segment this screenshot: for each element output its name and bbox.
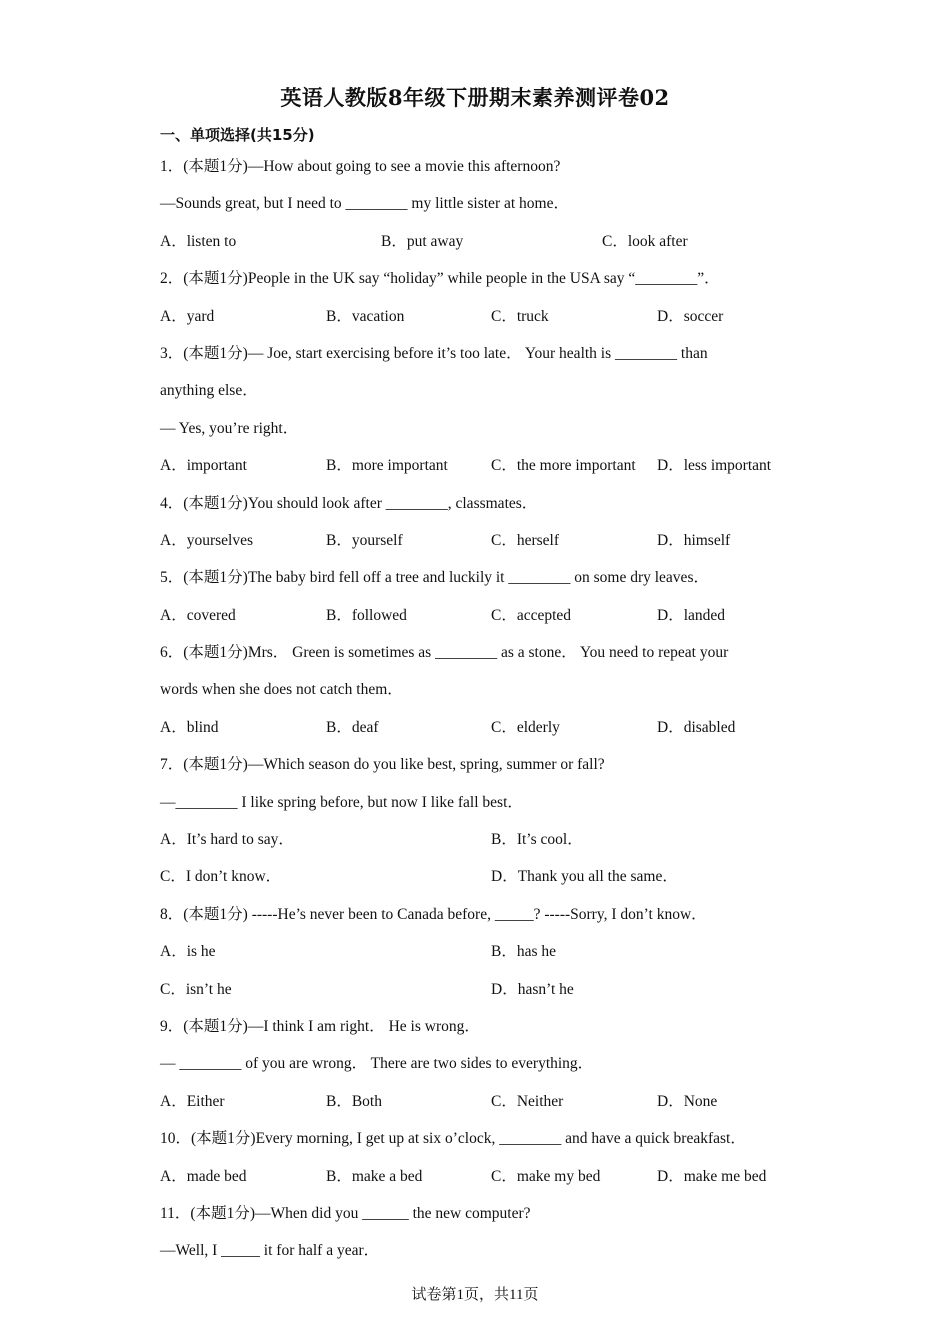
answer-option[interactable]: B．Both xyxy=(326,1092,382,1110)
options-row xyxy=(160,971,800,1008)
answer-option[interactable]: C．look after xyxy=(602,232,688,250)
question-1 xyxy=(160,148,800,260)
answer-option[interactable]: A．listen to xyxy=(160,232,237,250)
answer-option[interactable]: B．has he xyxy=(491,943,557,961)
answer-option[interactable]: A．is he xyxy=(160,943,216,961)
question-stem: 4．(本题1分)You should look after ________, classmates． xyxy=(160,494,538,512)
options-row xyxy=(160,597,800,634)
options-row xyxy=(160,858,800,895)
answer-option[interactable]: D．disabled xyxy=(657,718,736,736)
question-stem-continued: —________ I like spring before, but now I like fall best． xyxy=(160,793,523,811)
question-3 xyxy=(160,335,800,485)
answer-option[interactable]: A．Either xyxy=(160,1092,225,1110)
answer-option[interactable]: C．the more important xyxy=(491,457,636,475)
answer-option[interactable]: D．None xyxy=(657,1092,718,1110)
question-6 xyxy=(160,634,800,746)
answer-option[interactable]: A．made bed xyxy=(160,1167,247,1185)
answer-option[interactable]: D．make me bed xyxy=(657,1167,767,1185)
question-stem: 1．(本题1分)—How about going to see a movie this afternoon? xyxy=(160,158,561,175)
answer-option[interactable]: A．yourselves xyxy=(160,531,253,549)
answer-option[interactable]: D．landed xyxy=(657,606,726,624)
question-stem-continued: —Well, I _____ it for half a year． xyxy=(160,1242,380,1260)
question-stem: 8．(本题1分) -----He’s never been to Canada before, _____? -----Sorry, I don’t know． xyxy=(160,905,707,923)
answer-option[interactable]: A．covered xyxy=(160,606,236,624)
options-row xyxy=(160,447,800,484)
question-list xyxy=(160,148,800,1270)
answer-option[interactable]: C．isn’t he xyxy=(160,980,232,998)
question-9 xyxy=(160,1008,800,1120)
answer-option[interactable]: C．Neither xyxy=(491,1092,564,1110)
page-title: 英语人教版8年级下册期末素养测评卷02 xyxy=(280,85,670,110)
answer-option[interactable]: C．elderly xyxy=(491,718,560,736)
question-stem-continued: — ________ of you are wrong． There are two sides to everything． xyxy=(160,1055,594,1073)
options-row xyxy=(160,1083,800,1120)
answer-option[interactable]: B．deaf xyxy=(326,718,379,736)
answer-option[interactable]: D．Thank you all the same． xyxy=(491,868,678,886)
question-stem: 3．(本题1分)— Joe, start exercising before it’s too late． Your health is ________ than xyxy=(160,344,708,362)
question-stem-continued: words when she does not catch them． xyxy=(160,681,403,699)
answer-option[interactable]: B．It’s cool． xyxy=(491,831,583,849)
answer-option[interactable]: D．hasn’t he xyxy=(491,980,574,998)
question-7 xyxy=(160,746,800,896)
answer-option[interactable]: A．yard xyxy=(160,307,215,325)
answer-option[interactable]: B．more important xyxy=(326,457,448,475)
answer-option[interactable]: C．I don’t know． xyxy=(160,868,282,886)
question-stem: 7．(本题1分)—Which season do you like best, spring, summer or fall? xyxy=(160,756,605,774)
question-5 xyxy=(160,559,800,634)
question-2 xyxy=(160,260,800,335)
options-row xyxy=(160,522,800,559)
answer-option[interactable]: B．yourself xyxy=(326,531,403,549)
answer-option[interactable]: A．important xyxy=(160,457,247,475)
question-stem: 5．(本题1分)The baby bird fell off a tree and luckily it ________ on some dry leaves． xyxy=(160,569,709,587)
answer-option[interactable]: C．truck xyxy=(491,307,549,325)
question-11 xyxy=(160,1195,800,1270)
question-8 xyxy=(160,896,800,1008)
answer-option[interactable]: B．put away xyxy=(381,232,464,250)
question-stem: 9．(本题1分)—I think I am right． He is wrong． xyxy=(160,1017,480,1035)
question-stem-continued: — Yes, you’re right． xyxy=(160,419,299,437)
answer-option[interactable]: D．less important xyxy=(657,457,772,475)
options-row xyxy=(160,298,800,335)
question-stem: 10．(本题1分)Every morning, I get up at six o’clock, ________ and have a quick breakfast． xyxy=(160,1130,746,1148)
question-stem: 6．(本题1分)Mrs． Green is sometimes as ________ as a stone． You need to repeat your xyxy=(160,644,729,662)
page-footer: 试卷第1页，共11页 xyxy=(411,1287,539,1303)
options-row xyxy=(160,821,800,858)
options-row xyxy=(160,933,800,970)
question-4 xyxy=(160,485,800,560)
answer-option[interactable]: D．soccer xyxy=(657,307,724,325)
question-stem-continued: —Sounds great, but I need to ________ my little sister at home． xyxy=(160,195,569,213)
question-stem: 11．(本题1分)—When did you ______ the new computer? xyxy=(160,1204,531,1222)
answer-option[interactable]: B．make a bed xyxy=(326,1167,423,1185)
answer-option[interactable]: A．blind xyxy=(160,718,219,736)
answer-option[interactable]: C．accepted xyxy=(491,606,572,624)
answer-option[interactable]: C．herself xyxy=(491,531,560,549)
options-row xyxy=(160,1158,800,1195)
answer-option[interactable]: D．himself xyxy=(657,531,731,549)
options-row xyxy=(160,223,800,260)
answer-option[interactable]: B．vacation xyxy=(326,307,405,325)
answer-option[interactable]: A．It’s hard to say． xyxy=(160,831,294,849)
options-row xyxy=(160,709,800,746)
section-heading: 一、单项选择(共15分) xyxy=(160,126,315,144)
question-stem-continued: anything else． xyxy=(160,382,258,400)
answer-option[interactable]: C．make my bed xyxy=(491,1167,601,1185)
answer-option[interactable]: B．followed xyxy=(326,606,407,624)
question-10 xyxy=(160,1120,800,1195)
question-stem: 2．(本题1分)People in the UK say “holiday” while people in the USA say “________”． xyxy=(160,270,720,288)
